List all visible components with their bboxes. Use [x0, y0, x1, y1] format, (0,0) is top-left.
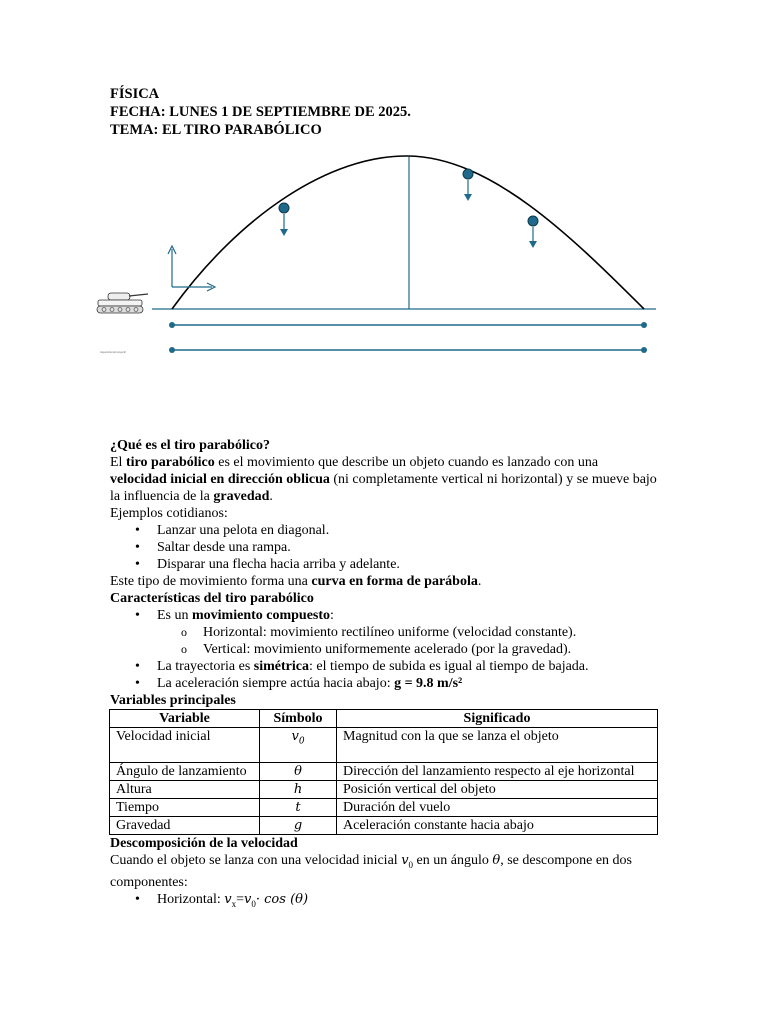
characteristics-heading: Características del tiro parabólico: [110, 591, 314, 606]
document-header: [110, 85, 658, 139]
decomposition-list: [110, 891, 658, 913]
list-item: o Vertical: movimiento uniformemente acelerado (por la gravedad).: [203, 641, 658, 658]
column-header: Variable: [110, 710, 260, 728]
list-item: • La trayectoria es simétrica: el tiempo de subida es igual al tiempo de bajada.: [157, 658, 658, 675]
table-row: Ángulo de lanzamiento θ Dirección del lanzamiento respecto al eje horizontal: [110, 763, 658, 781]
projectile-ball-3: [528, 216, 538, 226]
projectile-ball-2: [463, 169, 473, 179]
intro-paragraph: El tiro parabólico es el movimiento que describe un objeto cuando es lanzado con una velocidad inicial en dirección oblicua (ni completamente vertical ni horizontal) y se mueve bajo la influencia de la gravedad.: [110, 455, 657, 504]
column-header: Símbolo: [260, 710, 337, 728]
list-item: • Es un movimiento compuesto: o Horizontal: movimiento rectilíneo uniforme (velocidad constante). o Vertical: movimiento uniformemente acelerado (por la gravedad).: [157, 607, 658, 658]
list-item: • Lanzar una pelota en diagonal.: [157, 522, 658, 539]
list-item: • Saltar desde una rampa.: [157, 539, 658, 556]
table-row: Tiempo t Duración del vuelo: [110, 799, 658, 817]
decomposition-heading: Descomposición de la velocidad: [110, 836, 298, 851]
parabola-sentence: Este tipo de movimiento forma una curva en forma de parábola.: [110, 574, 482, 589]
tank-icon: [97, 293, 148, 313]
projectile-ball-1: [279, 203, 289, 213]
intro-heading: ¿Qué es el tiro parabólico?: [110, 438, 270, 453]
examples-list: [110, 522, 658, 573]
characteristics-list: [110, 607, 658, 692]
table-row: Gravedad g Aceleración constante hacia abajo: [110, 817, 658, 835]
column-header: Significado: [337, 710, 658, 728]
topic-line: TEMA: EL TIRO PARABÓLICO: [110, 122, 322, 138]
list-item: • Horizontal: $v_x=v_0\cdot \cos (\theta)$: [157, 891, 658, 913]
subject-title: FÍSICA: [110, 86, 160, 102]
list-item: • Disparar una flecha hacia arriba y adelante.: [157, 556, 658, 573]
list-item: o Horizontal: movimiento rectilíneo uniforme (velocidad constante).: [203, 624, 658, 641]
decomposition-paragraph: Cuando el objeto se lanza con una velocidad inicial $v_0$ en un ángulo θ, se descompone en dos componentes:: [110, 853, 633, 890]
examples-label: Ejemplos cotidianos:: [110, 506, 228, 521]
parabolic-trajectory-figure: [90, 145, 670, 365]
table-row: Velocidad inicial $v_0$ Magnitud con la que se lanza el objeto: [110, 728, 658, 763]
main-content: [110, 437, 658, 913]
variables-table: [109, 709, 658, 835]
variables-heading: Variables principales: [110, 693, 236, 708]
sub-list: [157, 624, 658, 658]
date-line: FECHA: LUNES 1 DE SEPTIEMBRE DE 2025.: [110, 104, 411, 120]
figure-tiny-caption: trayectoria del proyectil: [100, 351, 126, 354]
parabola-curve: [172, 156, 644, 309]
table-row: Altura h Posición vertical del objeto: [110, 781, 658, 799]
list-item: • La aceleración siempre actúa hacia abajo: g = 9.8 m/s²: [157, 675, 658, 692]
